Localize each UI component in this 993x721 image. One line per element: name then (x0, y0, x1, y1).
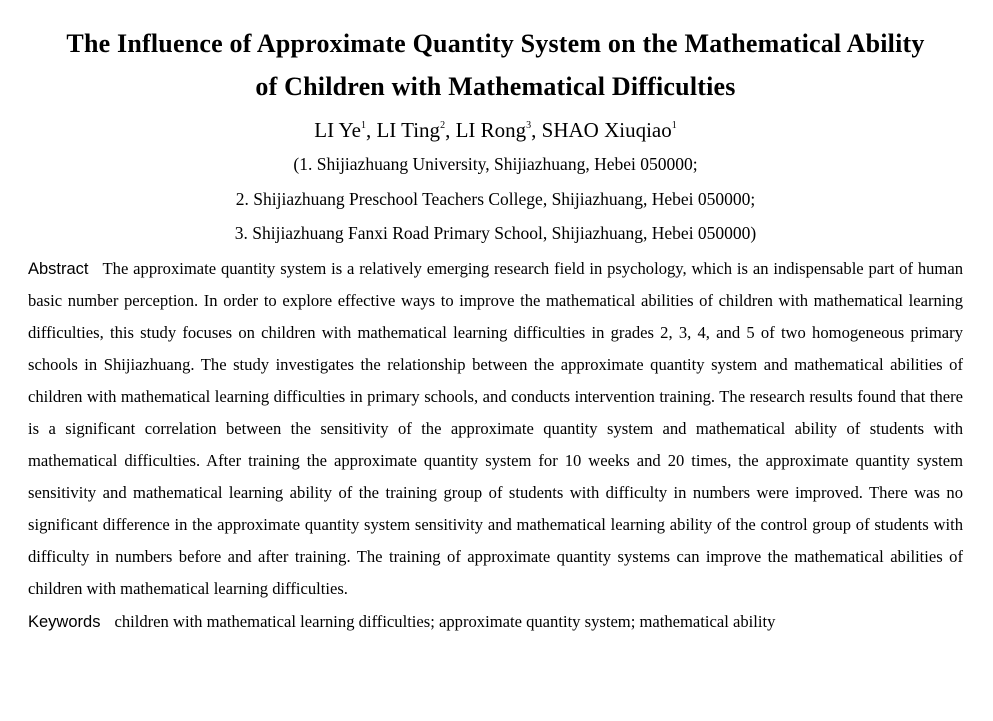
author-affiliation-mark: 3 (526, 120, 532, 131)
keywords-label: Keywords (28, 612, 101, 631)
author-name: LI Rong (455, 118, 527, 142)
keywords-text: children with mathematical learning difficulties; approximate quantity system; mathematical ability (114, 611, 776, 631)
title-line-1: The Influence of Approximate Quantity System on the Mathematical Ability (66, 29, 925, 58)
author-separator: , (445, 118, 456, 142)
affiliation-line: 3. Shijiazhuang Fanxi Road Primary School, Shijiazhuang, Hebei 050000) (234, 223, 757, 243)
affiliation-line: 2. Shijiazhuang Preschool Teachers College, Shijiazhuang, Hebei 050000; (235, 188, 756, 209)
author-separator: , (531, 118, 542, 142)
abstract-section (28, 253, 963, 606)
title-line-2: of Children with Mathematical Difficulties (255, 72, 736, 101)
author-separator: , (365, 118, 377, 142)
author-name: LI Ting (376, 118, 441, 142)
paper-title (28, 22, 963, 108)
abstract-text: The approximate quantity system is a relatively emerging research field in psychology, which is an indispensable part of human basic number perception. In order to explore effective ways to improve the mathematical abilities of children with mathematical learning difficulties, this study focuses on children with mathematical learning difficulties in grades 2, 3, 4, and 5 of two homogeneous primary schools in Shijiazhuang. The study investigates the relationship between the approximate quantity system and mathematical abilities of children with mathematical learning difficulties in primary schools, and conducts intervention training. The research results found that there is a significant correlation between the sensitivity of the approximate quantity system and mathematical ability of students with mathematical difficulties. After training the approximate quantity system for 10 weeks and 20 times, the approximate quantity system sensitivity and mathematical learning ability of the training group of students with difficulty in numbers were improved. There was no significant difference in the approximate quantity system sensitivity and mathematical learning ability of the control group of students with difficulty in numbers before and after training. The training of approximate quantity systems can improve the mathematical abilities of children with mathematical learning difficulties. (28, 258, 963, 599)
author-affiliation-mark: 1 (360, 120, 366, 131)
author-affiliation-mark: 1 (671, 120, 677, 131)
keywords-section (28, 606, 963, 638)
author-name: SHAO Xiuqiao (541, 118, 672, 142)
author-affiliation-mark: 2 (440, 120, 446, 131)
paper-page (0, 22, 993, 721)
author-name: LI Ye (314, 118, 361, 142)
affiliation-line: (1. Shijiazhuang University, Shijiazhuang, Hebei 050000; (293, 154, 698, 174)
abstract-label: Abstract (28, 259, 89, 278)
affiliations (28, 147, 963, 251)
author-list (28, 115, 963, 145)
